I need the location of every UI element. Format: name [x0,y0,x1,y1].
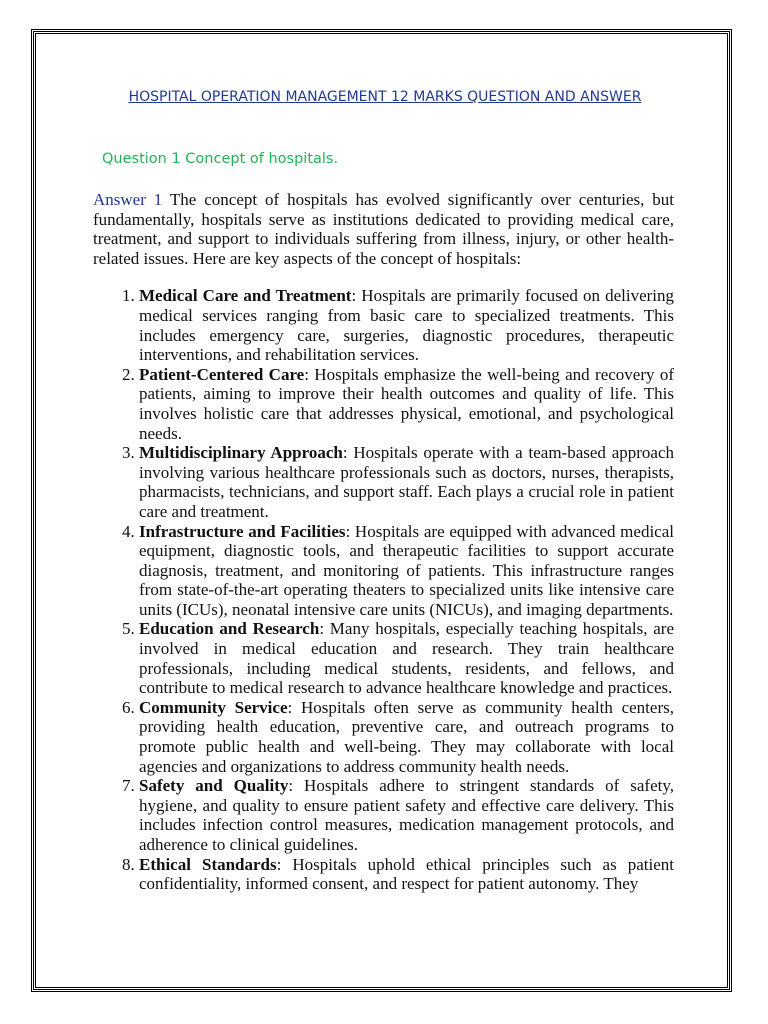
list-item-term: Multidisciplinary Approach [139,443,343,463]
answer-intro-paragraph [93,190,674,268]
document-title [0,89,768,105]
list-item-term: Infrastructure and Facilities [139,521,346,541]
list-item-text: : Hospitals emphasize the well-being and recovery of patients, aiming to improve their health outcomes and quality of life. This involves holistic care that addresses physical, emotional, and psychological needs. [139,364,675,443]
list-item-term: Patient-Centered Care [139,364,305,384]
list-item-term: Medical Care and Treatment [139,286,352,306]
list-item-text: : Hospitals adhere to stringent standards of safety, hygiene, and quality to ensure patient safety and effective care delivery. This includes infection control measures, medication management protocols, and adherence to clinical guidelines. [139,776,674,854]
list-item-text: : Hospitals are equipped with advanced medical equipment, diagnostic tools, and therapeutic facilities to support accurate diagnosis, treatment, and monitoring of patients. This infrastructure ranges from state-of-the-art operating theaters to specialized units like intensive care units (ICUs), neonatal intensive care units (NICUs), and imaging departments. [139,521,674,619]
list-item [139,619,674,697]
list-item-term: Safety and Quality [139,776,289,796]
answer-intro-text: The concept of hospitals has evolved significantly over centuries, but fundamentally, hospitals serve as institutions dedicated to providing medical care, treatment, and support to individuals suffering from illness, injury, or other health-related issues. Here are key aspects of the concept of hospitals: [93,190,674,268]
list-item-text: : Hospitals often serve as community health centers, providing health education, preventive care, and outreach programs to promote public health and well-being. They may collaborate with local agencies and organizations to address community health needs. [139,697,674,776]
list-item-term: Ethical Standards [139,854,277,874]
list-item [139,698,674,776]
list-item [139,776,674,854]
list-item-text: : Many hospitals, especially teaching hospitals, are involved in medical education and research. They train healthcare professionals, including medical students, residents, and fellows, and contribute to medical research to advance healthcare knowledge and practices. [139,619,675,698]
answer-label: Answer 1 [93,190,163,209]
list-item-text: : Hospitals uphold ethical principles such as patient confidentiality, informed consent, and respect for patient autonomy. They [139,854,674,894]
document-title-text: HOSPITAL OPERATION MANAGEMENT 12 MARKS QUESTION AND ANSWER [128,89,642,105]
answer-content [93,190,674,894]
aspects-list [93,286,674,893]
list-item-text: : Hospitals operate with a team-based approach involving various healthcare professionals such as doctors, nurses, therapists, pharmacists, technicians, and support staff. Each plays a crucial role in patient care and treatment. [139,443,674,521]
list-item-term: Education and Research [139,619,320,639]
list-item [139,855,674,894]
question-heading: Question 1 Concept of hospitals. [102,151,339,167]
list-item-text: : Hospitals are primarily focused on delivering medical services ranging from basic care to specialized treatments. This includes emergency care, surgeries, diagnostic procedures, therapeutic interventions, and rehabilitation services. [139,286,675,365]
list-item [139,522,674,620]
list-item [139,286,674,364]
list-item [139,443,674,521]
list-item [139,365,674,443]
list-item-term: Community Service [139,697,288,717]
